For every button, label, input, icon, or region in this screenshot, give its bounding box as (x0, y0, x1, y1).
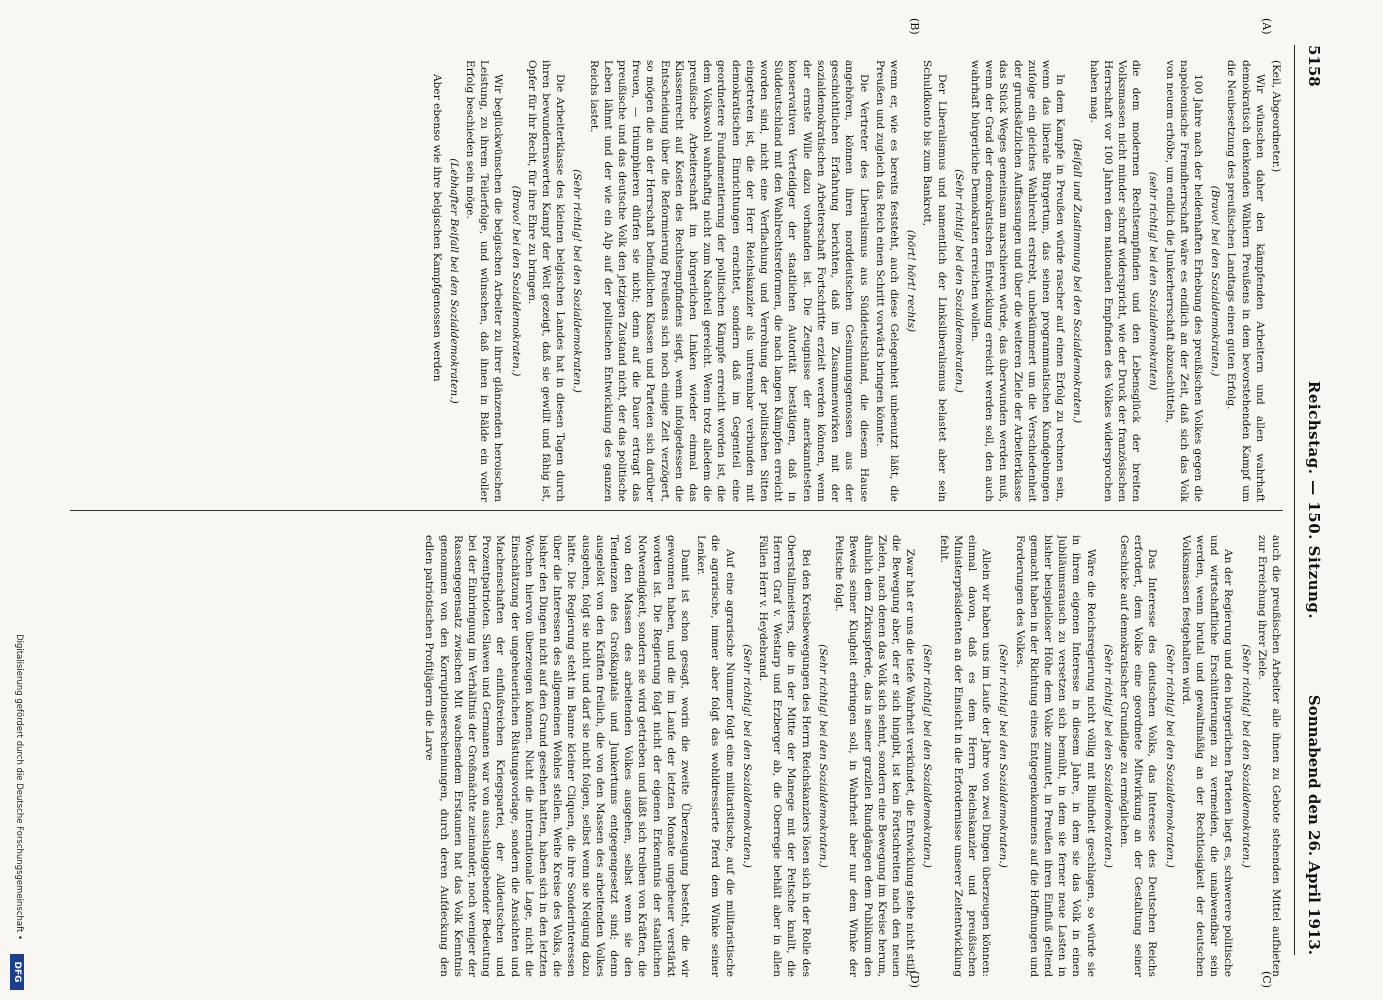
paragraph: Das Interesse des deutschen Volks, das Interesse des Deutschen Reichs erfordert, dem Volke eine geordnete Mitwirkung an der Gestaltung seiner Geschicke auf demokratischer Grundlage zu ermöglichen. (1117, 535, 1159, 977)
interjection: (Sehr richtig! bei den Sozialdemokraten.) (1239, 644, 1252, 868)
interjection: (Bravo! bei den Sozialdemokraten.) (1209, 185, 1222, 377)
paragraph: Allein wir haben uns im Laufe der Jahre von zwei Dingen überzeugen können: einmal davon, daß es dem Herrn Reichskanzler und preußischen Ministerpräsidenten an der Einsicht in die Erfordernisse unserer Zeitentwicklung fehlt. (937, 535, 993, 977)
left-column (70, 60, 1283, 502)
paragraph: 100 Jahre nach der heldenhaften Erhebung des preußischen Volkes gegen die napoleonische Fremdherrschaft wäre es endlich an der Zeit, daß sich das Volk von neuem erhöbe, um endlich die Junkerherrschaft abzuschütteln, (1163, 60, 1204, 502)
paragraph: Der Liberalismus und namentlich der Linksliberalismus belastet aber sein Schuldkonto bis zum Bankrott, (921, 60, 948, 502)
interjection: (Bravo! bei den Sozialdemokraten.) (509, 185, 522, 377)
margin-marker-a: (A) (1260, 18, 1273, 35)
paragraph: An der Regierung und den bürgerlichen Parteien liegt es, schwerere politische und wirtschaftliche Erschütterungen zu vermeiden, die unabwendbar sein werden, wenn brutal und gewaltmäßig an der Rechtlosigkeit der deutschen Volksmassen festgehalten wird. (1179, 535, 1235, 977)
dfg-logo: DFG (10, 954, 24, 990)
paragraph: Wir wünschen daher den kämpfenden Arbeitern und allen wahrhaft demokratisch denkenden Wählern Preußens in dem bevorstehenden Kampf um die Neubesetzung des preußischen Landtags einen guten Erfolg. (1225, 60, 1266, 502)
running-title: Reichstag. — 150. Sitzung. (1305, 380, 1323, 620)
paragraph: wenn er, wie es bereits feststeht, auch diese Gelegenheit unbenutzt läßt, die Preußen und zugleich das Reich einen Schritt vorwärts bringen könnte. (873, 60, 900, 502)
interjection: (sehr richtig! bei den Sozialdemokraten) (1147, 171, 1160, 391)
paragraph: auch die preußischen Arbeiter alle ihnen zu Gebote stehenden Mittel aufbieten zur Erreichung ihrer Ziele. (1255, 535, 1282, 977)
interjection: (Sehr richtig! bei den Sozialdemokraten.) (571, 169, 584, 393)
interjection: (Sehr richtig! bei den Sozialdemokraten.) (997, 644, 1010, 868)
header-rule (1294, 45, 1295, 955)
session-date: Sonnabend den 26. April 1913. (1305, 694, 1323, 955)
paragraph: Zwar hat er uns die tiefe Wahrheit verkündet, die Entwicklung stehe nicht still; die Bewegung aber, der er sich hingibt, ist kein Fortschreiten nach den neuen Zielen, nach denen das Volk sich sehnt, sondern eine Bewegung im Kreise herum, ähnlich dem Zirkuspferde, das in seiner grazilen Rundgängen dem Publikum den Beweis seiner Klugheit erbringen soll, in Wahrheit aber nur dem Winke der Peitsche folgt. (833, 535, 917, 977)
interjection: (Sehr richtig! bei den Sozialdemokraten.) (1163, 644, 1176, 868)
margin-marker-c: (C) (1260, 971, 1273, 988)
paragraph: Wäre die Reichsregierung nicht völlig mit Blindheit geschlagen, so würde sie in ihrem eigenen Interesse in diesem Jahre, in dem sie das Volk in einen Jubiläumsrausch zu versetzen sich bemüht, in dem sie ferner neue Lasten in bisher beispielloser Höhe dem Volke zumutet, in Preußen ihren Einfluß geltend gemacht haben in der Richtung eines Entgegenkommens auf die Hoffnungen und Forderungen des Volkes. (1013, 535, 1097, 977)
paragraph: Die Arbeiterklasse des kleinen belgischen Landes hat in diesen Tagen durch ihren bewundernswerten Kampf der Welt gezeigt, daß sie gewillt und fähig ist, Opfer für ihr Recht, für ihre Ehre zu bringen. (525, 60, 567, 502)
column-divider (70, 510, 1283, 511)
interjection: (hört! hört! rechts) (905, 229, 918, 333)
paragraph: Damit ist schon gesagt, worin die zweite Überzeugung besteht, die wir gewonnen haben, und die im Laufe der letzten Monate ungeheuer verstärkt worden ist. Die Regierung folgt nicht der eigenen Erkenntnis der staatlichen Notwendigkeit, sondern sie wird getrieben und läßt sich treiben von Kräften, die von den Massen des arbeitenden Volkes ausgehen, selbst wenn sie den Tendenzen des Großkapitals und Junkertums entgegengesetzt sind; denn ausgelöst von den Kräften freilich, die von den Massen des arbeitenden Volkes ausgehen, folgt sie nicht und darf sie nicht folgen, selbst wenn sie Neigung dazu hätte. Die Regierung steht im Banne kleiner Cliquen, die ihre Sonderinteressen über die Interessen des allgemeinen Wohles stellen. Weite Kreise des Volks, die bisher den Dingen nicht auf den Grund gesehen hatten, haben sich in den letzten Wochen hiervon überzeugen können. Nicht die internationale Lage, nicht die Einschätzung der ungeheuerlichen Rüstungsvorlage, sondern die Ansichten und Machenschaften der einflußreichen Kriegspartei, der Alldeutschen und Prozentpatrioten. Slawen und Germanen war von ausschlaggebender Bedeutung bei der Einbringung im Verhältnis der Großmächte zueinander, noch weniger der Rassengegensatz zwischen Mit wachsendem Erstaunen hat das Volk Kenntnis genommen von den Korruptionserscheinungen, durch deren Aufdeckung den edlen patriotischen Profitjägern die Larve (423, 535, 692, 977)
margin-marker-d: (D) (908, 970, 921, 988)
paragraph: Bei den Kreisbewegungen des Herrn Reichskanzlers lösen sich in der Rolle des Oberstallmeisters, die in der Mitte der Manege mit der Peitsche knallt, die Herren Graf v. Westarp und Erzberger ab, die Oberregie behält aber in allen Fällen Herr v. Heydebrand. (757, 535, 812, 977)
paragraph: die dem modernen Rechtsempfinden und den Lebensglück der breiten Volksmassen nicht minder schroff widerspricht, wie der Druck der französischen Herrschaft vor 100 Jahren dem nationalen Empfinden des Volkes widersprochen haben mag. (1087, 60, 1143, 502)
interjection: (Sehr richtig! bei den Sozialdemokraten.) (952, 169, 965, 393)
margin-marker-b: (B) (908, 18, 921, 35)
page-header (1299, 45, 1325, 955)
page-number: 5158 (1305, 45, 1323, 87)
paragraph: Die Vertreter des Liberalismus aus Süddeutschland, die diesem Hause angehören, können ihren norddeutschen Gesinnungsgenossen aus der geschichtlichen Erfahrung berichten, daß im Zusammenwirken mit der sozialdemokratischen Arbeiterschaft Fortschritte erzielt werden können, wenn der ernste Wille dazu vorhanden ist. Die Zeugnisse der anerkanntesten konservativen Verteidiger der staatlichen Autorität bestätigen, daß in Süddeutschland mit den Wahlrechtsreformen, die nach langen Kämpfen erreicht worden sind, nicht eine Verflachung und Verrohung der politischen Sitten eingetreten ist, die der Herr Reichskanzler als untrennbar verbunden mit demokratischen Einrichtungen erachtet, sondern daß im Gegenteil eine geordnetere Fundamentierung der politischen Kämpfe erreicht worden ist, die dem Volkswohl wahrhaftig nicht zum Nachteil gereicht. Wenn trotz alledem die preußische Arbeiterschaft im bürgerlichen Linken wieder einmal das Klassenrecht auf Kosten des Rechtsempfindens siegt, wenn infolgedessen die Entscheidung über die Reformierung Preußens sich noch einige Zeit verzögert, so mögen die an der Herrschaft befindlichen Klassen und Parteien sich darüber freuen, — triumphieren dürfen sie nicht; denn auf die Dauer ertragt das preußische und das deutsche Volk den jetzigen Zustand nicht, der das politische Leben lähmt und der wie ein Alp auf der politischen Entwicklung des ganzen Reichs lastet. (587, 60, 870, 502)
paragraph: Aber ebenso wie ihre belgischen Kampfgenossen werden (430, 74, 443, 382)
interjection: (Sehr richtig! bei den Sozialdemokraten.) (921, 644, 934, 868)
interjection: (Sehr richtig! bei den Sozialdemokraten.) (816, 644, 829, 868)
interjection: (Beifall und Zustimmung bei den Sozialdemokraten.) (1071, 138, 1084, 424)
speaker-attribution: (Keil, Abgeordneter.) (1270, 60, 1282, 173)
interjection: (Sehr richtig! bei den Sozialdemokraten.) (1101, 644, 1114, 868)
interjection: (Lebhafter Beifall bei den Sozialdemokraten.) (447, 158, 460, 404)
paragraph: Wir beglückwünschen die belgischen Arbeiter zu ihrer glänzenden heroischen Leistung, zu ihrem Teilerfolge, und wünschen, daß ihnen in Bälde ein voller Erfolg beschieden sein möge. (464, 60, 505, 502)
paragraph: Auf eine agrarische Nummer folgt eine militaristische, auf die militaristische die agrarische, immer aber folgt das wohldressierte Pferd dem Winke seiner Lenker. (695, 535, 736, 977)
digitization-credit: Digitalisierung gefördert durch die Deutsche Forschungsgemeinschaft • (14, 634, 24, 940)
paragraph: In dem Kampfe in Preußen würde rascher auf einen Erfolg zu rechnen sein, wenn das liberale Bürgertum, das seinen programmatischen Kundgebungen zufolge ein gleiches Wahlrecht erstrebt, unbekümmert um die Verschiedenheit der grundsätzlichen Auffassungen und über die weiteren Ziele der Arbeiterklasse das Stück Weges gemeinsam marschieren würde, das überwunden werden muß, wenn der Grad der demokratischen Entwicklung erreicht werden soll, den auch wahrhaft bürgerliche Demokraten erreichen wollen. (968, 60, 1067, 502)
interjection: (Sehr richtig! bei den Sozialdemokraten.) (740, 644, 753, 868)
right-column (70, 535, 1283, 977)
